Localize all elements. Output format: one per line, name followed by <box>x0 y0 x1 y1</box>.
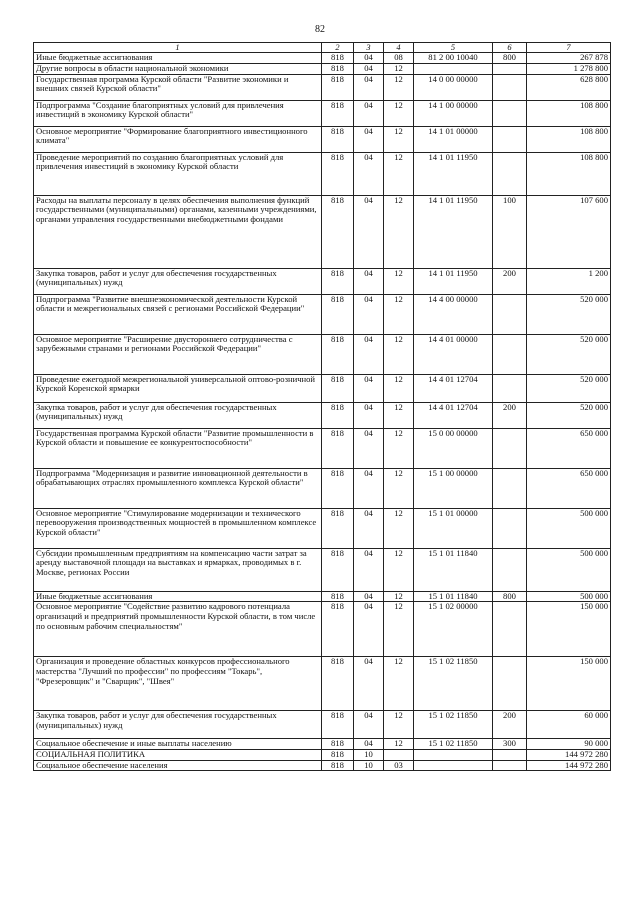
table-row <box>34 402 611 428</box>
column-header-pr: 4 <box>384 43 414 53</box>
cell-ved: 818 <box>322 126 354 152</box>
cell-csr: 14 1 01 11950 <box>414 268 493 294</box>
cell-csr: 14 1 01 11950 <box>414 152 493 195</box>
cell-rz: 04 <box>354 468 384 508</box>
cell-rz: 04 <box>354 374 384 402</box>
cell-rz: 04 <box>354 152 384 195</box>
cell-rz: 04 <box>354 739 384 750</box>
cell-pr: 12 <box>384 374 414 402</box>
cell-name: Подпрограмма "Развитие внешнеэкономической деятельности Курской области и межрегиональных связей с регионами Российской Федерации" <box>34 294 322 334</box>
cell-vr <box>493 468 527 508</box>
cell-sum: 500 000 <box>527 548 611 591</box>
cell-vr: 300 <box>493 739 527 750</box>
cell-ved: 818 <box>322 402 354 428</box>
cell-rz: 04 <box>354 100 384 126</box>
cell-pr: 12 <box>384 739 414 750</box>
table-row <box>34 100 611 126</box>
cell-rz: 10 <box>354 760 384 771</box>
cell-ved: 818 <box>322 64 354 75</box>
cell-ved: 818 <box>322 591 354 602</box>
table-row <box>34 374 611 402</box>
cell-csr: 15 0 00 00000 <box>414 428 493 468</box>
cell-sum: 60 000 <box>527 711 611 739</box>
cell-csr <box>414 64 493 75</box>
cell-rz: 04 <box>354 508 384 548</box>
cell-vr <box>493 126 527 152</box>
cell-name: Проведение мероприятий по созданию благоприятных условий для привлечения инвестиций в экономику Курской области <box>34 152 322 195</box>
cell-csr: 15 1 02 00000 <box>414 602 493 657</box>
table-row <box>34 711 611 739</box>
cell-sum: 650 000 <box>527 428 611 468</box>
cell-sum: 500 000 <box>527 508 611 548</box>
cell-sum: 108 800 <box>527 152 611 195</box>
cell-vr <box>493 294 527 334</box>
cell-vr <box>493 100 527 126</box>
cell-sum: 150 000 <box>527 657 611 711</box>
cell-rz: 04 <box>354 268 384 294</box>
table-row <box>34 64 611 75</box>
cell-vr: 200 <box>493 268 527 294</box>
column-header-csr: 5 <box>414 43 493 53</box>
cell-ved: 818 <box>322 428 354 468</box>
cell-sum: 150 000 <box>527 602 611 657</box>
column-header-vr: 6 <box>493 43 527 53</box>
cell-sum: 628 800 <box>527 74 611 100</box>
cell-rz: 10 <box>354 749 384 760</box>
cell-pr: 12 <box>384 548 414 591</box>
table-body <box>34 53 611 771</box>
cell-name: Субсидии промышленным предприятиям на компенсацию части затрат за аренду выставочной площади на выставках и ярмарках, проводимых в г. Москве, регионах России <box>34 548 322 591</box>
cell-pr: 12 <box>384 602 414 657</box>
cell-pr: 12 <box>384 591 414 602</box>
cell-csr: 15 1 01 11840 <box>414 591 493 602</box>
cell-name: Закупка товаров, работ и услуг для обеспечения государственных (муниципальных) нужд <box>34 402 322 428</box>
cell-sum: 520 000 <box>527 402 611 428</box>
cell-pr: 12 <box>384 100 414 126</box>
cell-vr <box>493 657 527 711</box>
cell-sum: 144 972 280 <box>527 749 611 760</box>
cell-pr: 12 <box>384 64 414 75</box>
cell-csr <box>414 749 493 760</box>
table-row <box>34 657 611 711</box>
cell-pr: 12 <box>384 508 414 548</box>
cell-ved: 818 <box>322 334 354 374</box>
cell-sum: 650 000 <box>527 468 611 508</box>
table-row <box>34 152 611 195</box>
cell-vr <box>493 548 527 591</box>
table-row <box>34 53 611 64</box>
cell-name: Подпрограмма "Создание благоприятных условий для привлечения инвестиций в экономику Курской области" <box>34 100 322 126</box>
cell-vr: 200 <box>493 711 527 739</box>
cell-csr: 14 4 01 12704 <box>414 374 493 402</box>
cell-pr: 12 <box>384 711 414 739</box>
cell-rz: 04 <box>354 602 384 657</box>
cell-rz: 04 <box>354 294 384 334</box>
cell-ved: 818 <box>322 749 354 760</box>
cell-rz: 04 <box>354 711 384 739</box>
cell-ved: 818 <box>322 100 354 126</box>
cell-sum: 108 800 <box>527 126 611 152</box>
page-number: 82 <box>315 24 325 35</box>
cell-sum: 90 000 <box>527 739 611 750</box>
cell-rz: 04 <box>354 402 384 428</box>
cell-sum: 144 972 280 <box>527 760 611 771</box>
cell-name: Расходы на выплаты персоналу в целях обеспечения выполнения функций государственными (муниципальными) органами, казенными учреждениями, органами управления государственными внебюджетными фондами <box>34 195 322 268</box>
cell-name: Социальное обеспечение населения <box>34 760 322 771</box>
table-row <box>34 334 611 374</box>
cell-csr: 14 4 00 00000 <box>414 294 493 334</box>
cell-ved: 818 <box>322 374 354 402</box>
cell-name: Другие вопросы в области национальной экономики <box>34 64 322 75</box>
cell-name: Иные бюджетные ассигнования <box>34 591 322 602</box>
cell-ved: 818 <box>322 760 354 771</box>
cell-csr: 15 1 02 11850 <box>414 657 493 711</box>
table-row <box>34 74 611 100</box>
cell-pr: 12 <box>384 268 414 294</box>
cell-vr: 800 <box>493 591 527 602</box>
cell-name: Основное мероприятие "Содействие развитию кадрового потенциала организаций и предприятий промышленности Курской области, в том числе по основным рабочим специальностям" <box>34 602 322 657</box>
cell-vr <box>493 428 527 468</box>
table-row <box>34 548 611 591</box>
cell-pr: 12 <box>384 195 414 268</box>
column-header-ved: 2 <box>322 43 354 53</box>
cell-pr: 12 <box>384 334 414 374</box>
cell-vr <box>493 152 527 195</box>
cell-sum: 500 000 <box>527 591 611 602</box>
cell-ved: 818 <box>322 152 354 195</box>
cell-pr: 12 <box>384 468 414 508</box>
cell-name: Основное мероприятие "Формирование благоприятного инвестиционного климата" <box>34 126 322 152</box>
budget-table <box>33 42 611 771</box>
cell-rz: 04 <box>354 657 384 711</box>
cell-csr: 81 2 00 10040 <box>414 53 493 64</box>
cell-pr <box>384 749 414 760</box>
cell-csr: 14 1 00 00000 <box>414 100 493 126</box>
cell-rz: 04 <box>354 74 384 100</box>
cell-pr: 08 <box>384 53 414 64</box>
cell-name: СОЦИАЛЬНАЯ ПОЛИТИКА <box>34 749 322 760</box>
cell-name: Иные бюджетные ассигнования <box>34 53 322 64</box>
cell-name: Организация и проведение областных конкурсов профессионального мастерства "Лучший по профессии" по профессиям "Токарь", "Фрезеровщик" и "Сварщик", "Швея" <box>34 657 322 711</box>
cell-ved: 818 <box>322 468 354 508</box>
cell-vr: 200 <box>493 402 527 428</box>
cell-ved: 818 <box>322 508 354 548</box>
cell-ved: 818 <box>322 548 354 591</box>
column-header-sum: 7 <box>527 43 611 53</box>
cell-csr: 14 4 01 00000 <box>414 334 493 374</box>
cell-pr: 12 <box>384 428 414 468</box>
cell-rz: 04 <box>354 53 384 64</box>
cell-pr: 12 <box>384 402 414 428</box>
cell-csr: 14 0 00 00000 <box>414 74 493 100</box>
cell-rz: 04 <box>354 64 384 75</box>
cell-pr: 12 <box>384 74 414 100</box>
cell-pr: 03 <box>384 760 414 771</box>
cell-csr: 14 1 01 11950 <box>414 195 493 268</box>
table-header-row <box>34 43 611 53</box>
cell-vr <box>493 374 527 402</box>
cell-ved: 818 <box>322 53 354 64</box>
cell-name: Государственная программа Курской области "Развитие экономики и внешних связей Курской области" <box>34 74 322 100</box>
cell-name: Основное мероприятие "Стимулирование модернизации и технического перевооружения производственных мощностей в промышленном комплексе Курской области" <box>34 508 322 548</box>
cell-vr: 100 <box>493 195 527 268</box>
cell-name: Государственная программа Курской области "Развитие промышленности в Курской области и повышение ее конкурентоспособности" <box>34 428 322 468</box>
table-row <box>34 195 611 268</box>
cell-csr: 15 1 02 11850 <box>414 711 493 739</box>
cell-rz: 04 <box>354 334 384 374</box>
cell-sum: 520 000 <box>527 374 611 402</box>
table-row <box>34 602 611 657</box>
table-row <box>34 508 611 548</box>
table-row <box>34 268 611 294</box>
cell-name: Подпрограмма "Модернизация и развитие инновационной деятельности в обрабатывающих отраслях промышленного комплекса Курской области" <box>34 468 322 508</box>
column-header-rz: 3 <box>354 43 384 53</box>
cell-ved: 818 <box>322 294 354 334</box>
cell-vr <box>493 74 527 100</box>
cell-ved: 818 <box>322 268 354 294</box>
table-row <box>34 739 611 750</box>
cell-sum: 520 000 <box>527 294 611 334</box>
cell-sum: 1 200 <box>527 268 611 294</box>
cell-vr <box>493 749 527 760</box>
column-header-name: 1 <box>34 43 322 53</box>
cell-csr: 15 1 01 00000 <box>414 508 493 548</box>
cell-name: Закупка товаров, работ и услуг для обеспечения государственных (муниципальных) нужд <box>34 711 322 739</box>
cell-ved: 818 <box>322 74 354 100</box>
cell-pr: 12 <box>384 126 414 152</box>
cell-csr: 14 4 01 12704 <box>414 402 493 428</box>
cell-ved: 818 <box>322 195 354 268</box>
cell-rz: 04 <box>354 548 384 591</box>
table-row <box>34 591 611 602</box>
table-row <box>34 749 611 760</box>
cell-ved: 818 <box>322 602 354 657</box>
table-row <box>34 468 611 508</box>
table-row <box>34 294 611 334</box>
cell-vr <box>493 64 527 75</box>
cell-rz: 04 <box>354 591 384 602</box>
cell-rz: 04 <box>354 126 384 152</box>
cell-name: Проведение ежегодной межрегиональной универсальной оптово-розничной Курской Коренской ярмарки <box>34 374 322 402</box>
cell-vr <box>493 508 527 548</box>
table-row <box>34 760 611 771</box>
cell-name: Социальное обеспечение и иные выплаты населению <box>34 739 322 750</box>
cell-sum: 1 278 800 <box>527 64 611 75</box>
cell-vr <box>493 760 527 771</box>
cell-rz: 04 <box>354 428 384 468</box>
cell-vr <box>493 602 527 657</box>
cell-vr <box>493 334 527 374</box>
cell-csr: 15 1 02 11850 <box>414 739 493 750</box>
cell-pr: 12 <box>384 294 414 334</box>
cell-ved: 818 <box>322 657 354 711</box>
cell-rz: 04 <box>354 195 384 268</box>
cell-pr: 12 <box>384 657 414 711</box>
cell-csr <box>414 760 493 771</box>
cell-ved: 818 <box>322 711 354 739</box>
cell-name: Закупка товаров, работ и услуг для обеспечения государственных (муниципальных) нужд <box>34 268 322 294</box>
cell-csr: 15 1 00 00000 <box>414 468 493 508</box>
cell-pr: 12 <box>384 152 414 195</box>
table-row <box>34 428 611 468</box>
cell-sum: 520 000 <box>527 334 611 374</box>
cell-sum: 108 800 <box>527 100 611 126</box>
cell-vr: 800 <box>493 53 527 64</box>
cell-name: Основное мероприятие "Расширение двустороннего сотрудничества с зарубежными странами и регионами Российской Федерации" <box>34 334 322 374</box>
table-row <box>34 126 611 152</box>
cell-csr: 15 1 01 11840 <box>414 548 493 591</box>
cell-csr: 14 1 01 00000 <box>414 126 493 152</box>
cell-sum: 267 878 <box>527 53 611 64</box>
cell-sum: 107 600 <box>527 195 611 268</box>
cell-ved: 818 <box>322 739 354 750</box>
